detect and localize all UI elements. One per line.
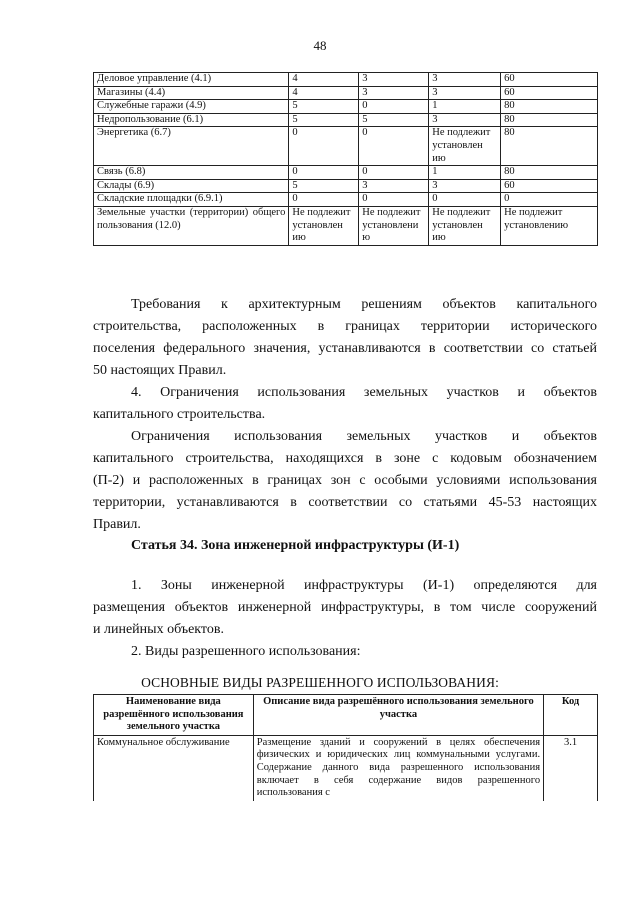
header-description: Описание вида разрешённого использования земельного участка [253,695,543,736]
text-line: капитального строительства, находящихся в зоне с кодовым обозначением [93,451,597,466]
row-use-name: Склады (6.9) [94,179,289,193]
row-value-c4: 0 [501,193,598,207]
header-code: Код [544,695,598,736]
text-line: Правил. [93,517,141,532]
row-value-c1: 5 [289,113,359,127]
table-row [94,100,598,114]
row-value-c2: 5 [359,113,429,127]
row-value-c3: 0 [429,193,501,207]
row-value-c2: 3 [359,73,429,87]
table-row [94,193,598,207]
article-heading: Статья 34. Зона инженерной инфраструктуры (И-1) [131,538,460,553]
text-line: Требования к архитектурным решениям объектов капитального [131,297,597,312]
use-code: 3.1 [544,735,598,800]
text-line: 1. Зоны инженерной инфраструктуры (И-1) определяются для [131,578,597,593]
row-value-c4: 80 [501,113,598,127]
text-line: строительства, расположенных в границах территории исторического [93,319,597,334]
text-line: размещения объектов инженерной инфраструктуры, в том числе сооружений [93,600,597,615]
row-value-c2: 0 [359,127,429,166]
table-row [94,166,598,180]
text-line: (П-2) и расположенных в границах зон с особыми условиями использования [93,473,597,488]
row-value-c3: 3 [429,86,501,100]
table-row [94,127,598,166]
row-value-c3: Не подлежит установлен ию [429,206,501,245]
row-use-name: Складские площадки (6.9.1) [94,193,289,207]
row-value-c4: 60 [501,179,598,193]
row-value-c1: 4 [289,86,359,100]
row-value-c4: 80 [501,127,598,166]
row-value-c1: 0 [289,127,359,166]
row-use-name: Деловое управление (4.1) [94,73,289,87]
row-value-c1: 0 [289,193,359,207]
table-row [94,113,598,127]
row-use-name: Связь (6.8) [94,166,289,180]
table-row [94,86,598,100]
row-value-c4: 60 [501,73,598,87]
permitted-uses-table [93,694,598,801]
text-line: 4. Ограничения использования земельных участков и объектов [131,385,597,400]
header-name: Наименование вида разрешённого использования земельного участка [94,695,254,736]
paragraph-restrictions [93,426,597,536]
row-value-c1: Не подлежит установлен ию [289,206,359,245]
row-value-c3: 3 [429,73,501,87]
row-value-c3: Не подлежит установлен ию [429,127,501,166]
row-use-name: Магазины (4.4) [94,86,289,100]
row-value-c3: 3 [429,179,501,193]
row-value-c4: 60 [501,86,598,100]
row-use-name: Энергетика (6.7) [94,127,289,166]
row-value-c3: 3 [429,113,501,127]
row-value-c4: 80 [501,166,598,180]
table-header-row [94,695,598,736]
row-value-c4: 80 [501,100,598,114]
text-line: капитального строительства. [93,407,266,422]
row-use-name: Земельные участки (территории) общего пользования (12.0) [94,206,289,245]
text-line: поселения федерального значения, устанавливаются в соответствии со статьей [93,341,597,356]
row-value-c3: 1 [429,166,501,180]
row-value-c2: 0 [359,166,429,180]
row-value-c1: 4 [289,73,359,87]
row-value-c2: 0 [359,100,429,114]
table-row [94,73,598,87]
zone-parameters-table [93,72,598,246]
row-value-c2: 0 [359,193,429,207]
row-value-c2: 3 [359,86,429,100]
text-line: 50 настоящих Правил. [93,363,227,378]
paragraph-permitted-uses [93,641,597,663]
row-value-c2: 3 [359,179,429,193]
row-value-c1: 5 [289,100,359,114]
table-title: ОСНОВНЫЕ ВИДЫ РАЗРЕШЕННОГО ИСПОЛЬЗОВАНИЯ: [141,675,499,690]
row-value-c3: 1 [429,100,501,114]
use-name: Коммунальное обслуживание [94,735,254,800]
row-value-c1: 5 [289,179,359,193]
text-line: территории, устанавливаются в соответствии со статьями 45-53 настоящих [93,495,597,510]
page-number: 48 [313,38,327,53]
paragraph-restrictions-heading [93,382,597,426]
row-value-c4: Не подлежит установлению [501,206,598,245]
text-line: Ограничения использования земельных участков и объектов [131,429,597,444]
row-use-name: Недропользование (6.1) [94,113,289,127]
table-row [94,735,598,800]
text-line: 2. Виды разрешенного использования: [131,644,361,659]
paragraph-architecture-requirements [93,294,597,382]
paragraph-zone-definition [93,575,597,641]
table-row [94,179,598,193]
row-value-c2: Не подлежит установлени ю [359,206,429,245]
table-row [94,206,598,245]
row-value-c1: 0 [289,166,359,180]
use-description: Размещение зданий и сооружений в целях обеспечения физических и юридических лиц коммунальными услугами. Содержание данного вида разрешенного использования включает в себя содержание видов разрешенного использования с [253,735,543,800]
row-use-name: Служебные гаражи (4.9) [94,100,289,114]
text-line: и линейных объектов. [93,622,224,637]
